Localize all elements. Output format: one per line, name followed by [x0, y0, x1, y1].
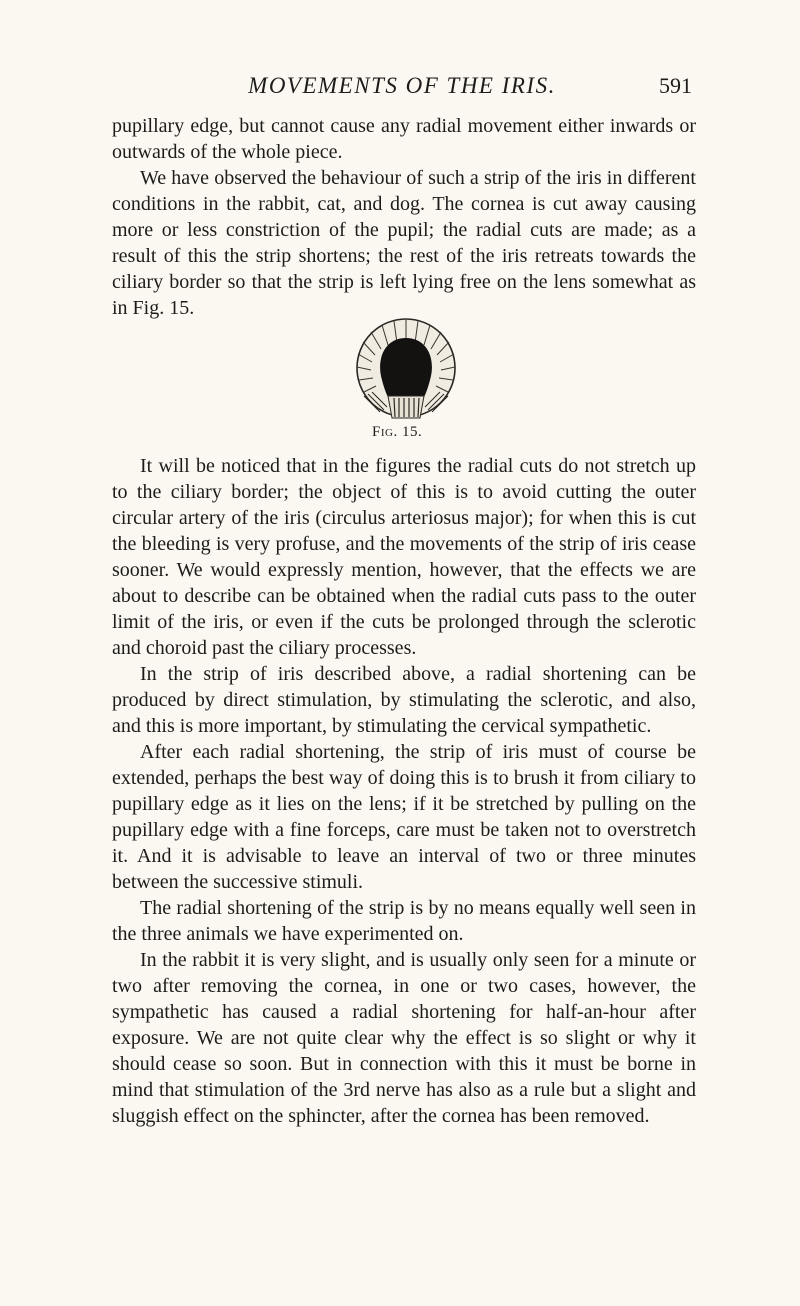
paragraph: We have observed the behaviour of such a strip of the iris in different conditions in the rabbit, cat, and dog. The cornea is cut away causing more or less constriction of the pupil; the radial cuts are made; as a result of this the strip shortens; the rest of the iris retreats towards the ciliary border so that the strip is left lying free on the lens somewhat as in Fig. 15.	[112, 167, 696, 319]
figure-caption: Fig. 15.	[372, 424, 423, 440]
paragraph: In the rabbit it is very slight, and is usually only seen for a minute or two after removing the cornea, in one or two cases, however, the sympathetic has caused a radial shortening for half-an-hour after exposure. We are not quite clear why the effect is so slight or why it should cease so soon. But in connection with this it must be borne in mind that stimulation of the 3rd nerve has also as a rule but a slight and sluggish effect on the sphincter, after the cornea has been removed.	[112, 949, 696, 1127]
figure-15	[340, 312, 480, 438]
paragraph: After each radial shortening, the strip of iris must of course be extended, perhaps the best way of doing this is to brush it from ciliary to pupillary edge as it lies on the lens; if it be stretched by pulling on the pupillary edge with a fine forceps, care must be taken not to overstretch it. And it is advisable to leave an interval of two or three minutes between the successive stimuli.	[112, 741, 696, 893]
paragraph: pupillary edge, but cannot cause any radial movement either inwards or outwards of the whole piece.	[112, 115, 696, 163]
paragraph: The radial shortening of the strip is by no means equally well seen in the three animals we have experimented on.	[112, 897, 696, 945]
page-number: 591	[659, 73, 692, 98]
running-head	[112, 73, 692, 103]
text-block-bottom	[112, 453, 696, 1129]
paragraph: In the strip of iris described above, a radial shortening can be produced by direct stimulation, by stimulating the sclerotic, and also, and this is more important, by stimulating the cervical sympathetic.	[112, 663, 696, 737]
paragraph: It will be noticed that in the figures the radial cuts do not stretch up to the ciliary border; the object of this is to avoid cutting the outer circular artery of the iris (circulus arteriosus major); for when this is cut the bleeding is very profuse, and the movements of the strip of iris cease sooner. We would expressly mention, however, that the effects we are about to describe can be obtained when the radial cuts pass to the outer limit of the iris, or even if the cuts be prolonged through the sclerotic and choroid past the ciliary processes.	[112, 455, 696, 659]
iris-strip-illustration-icon	[340, 312, 480, 438]
running-title: MOVEMENTS OF THE IRIS.	[248, 73, 556, 98]
text-block-top	[112, 113, 696, 321]
